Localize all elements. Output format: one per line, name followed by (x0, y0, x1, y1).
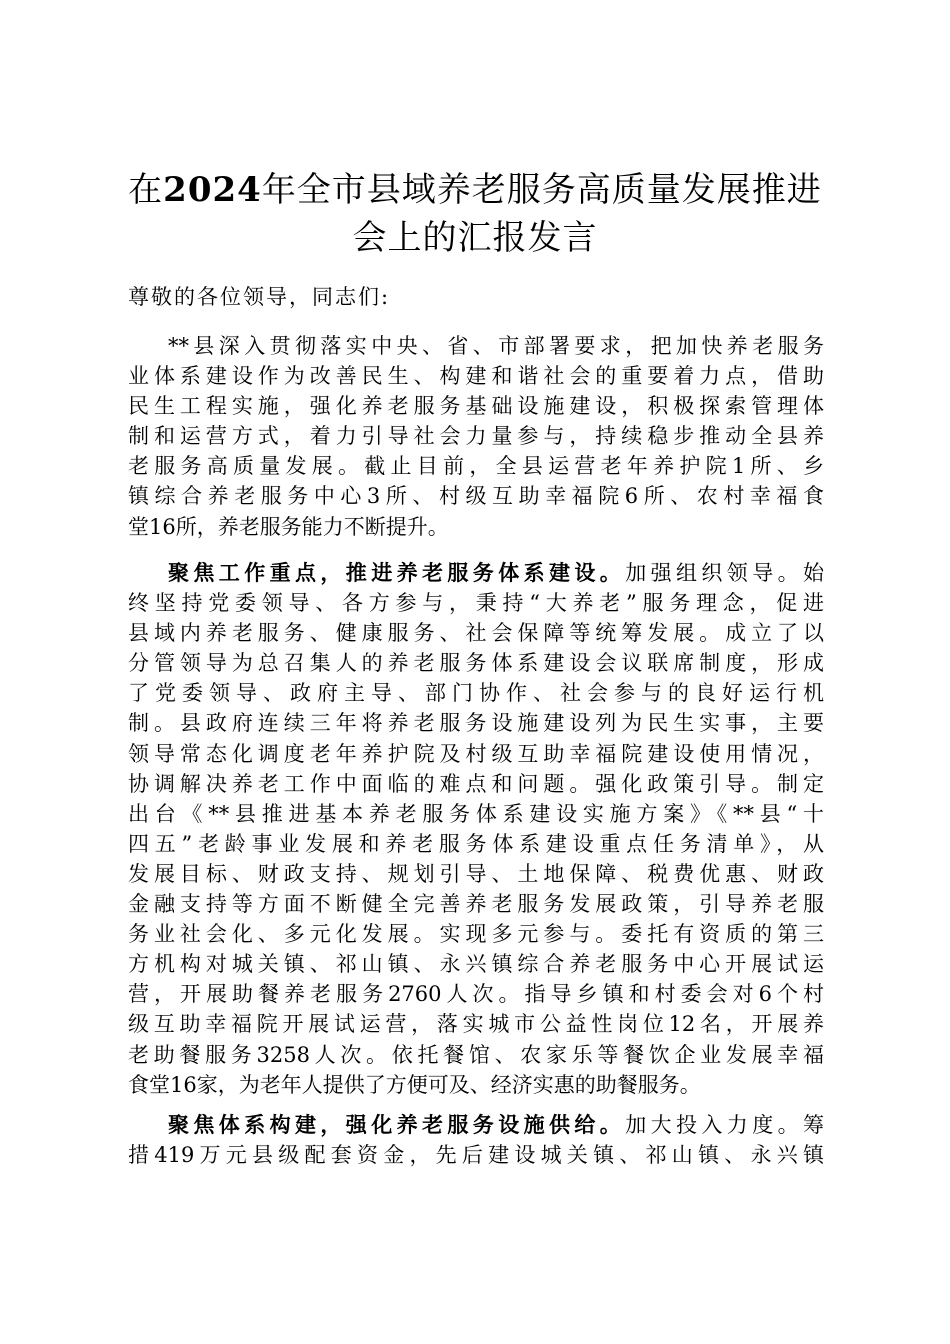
title-line-2: 会上的汇报发言 (352, 218, 598, 258)
paragraph-line: 制和运营方式，着力引导社会力量参与，持续稳步推动全县养 (128, 424, 824, 449)
paragraph-line: 终坚持党委领导、各方参与，秉持“大养老”服务理念，促进 (128, 591, 824, 616)
paragraph-line: 食堂16家，为老年人提供了方便可及、经济实惠的助餐服务。 (128, 1072, 701, 1097)
paragraph-line: 措419万元县级配套资金，先后建设城关镇、祁山镇、永兴镇 (128, 1143, 824, 1168)
paragraph-text: 加强组织领导。始 (625, 561, 825, 585)
title-prefix: 在 (128, 170, 164, 210)
paragraph-line: 民生工程实施，强化养老服务基础设施建设，积极探索管理体 (128, 394, 824, 419)
paragraph-line: 老助餐服务3258人次。依托餐馆、农家乐等餐饮企业发展幸福 (128, 1042, 824, 1067)
paragraph-line: 发展目标、财政支持、规划引导、土地保障、税费优惠、财政 (128, 861, 824, 886)
salutation: 尊敬的各位领导，同志们: (128, 285, 391, 309)
paragraph-line: 老服务高质量发展。截止目前，全县运营老年养护院1所、乡 (128, 454, 824, 479)
paragraph-line: 出台《**县推进基本养老服务体系建设实施方案》《**县“十 (128, 801, 824, 826)
document-title (110, 166, 840, 262)
paragraph-line: 协调解决养老工作中面临的难点和问题。强化政策引导。制定 (128, 771, 824, 796)
title-line-1 (110, 166, 840, 214)
section-heading: 聚焦体系构建，强化养老服务设施供给。 (168, 1112, 626, 1137)
paragraph-line (128, 1110, 824, 1140)
paragraph-line: 镇综合养老服务中心3所、村级互助幸福院6所、农村幸福食 (128, 484, 824, 509)
paragraph-line (128, 558, 824, 588)
paragraph-line: 分管领导为总召集人的养老服务体系建设会议联席制度，形成 (128, 651, 824, 676)
paragraph-line: 营，开展助餐养老服务2760人次。指导乡镇和村委会对6个村 (128, 982, 824, 1007)
paragraph-line: 四五”老龄事业发展和养老服务体系建设重点任务清单》，从 (128, 831, 824, 856)
paragraph-line: 业体系建设作为改善民生、构建和谐社会的重要着力点，借助 (128, 364, 824, 389)
paragraph-line: 方机构对城关镇、祁山镇、永兴镇综合养老服务中心开展试运 (128, 952, 824, 977)
paragraph-line: 领导常态化调度老年养护院及村级互助幸福院建设使用情况， (128, 741, 824, 766)
paragraph-line: 县域内养老服务、健康服务、社会保障等统筹发展。成立了以 (128, 621, 824, 646)
title-year: 2024 (163, 170, 262, 210)
title-rest: 年全市县域养老服务高质量发展推进 (261, 170, 822, 210)
paragraph-line: **县深入贯彻落实中央、省、市部署要求，把加快养老服务 (168, 334, 824, 358)
paragraph-text: 加大投入力度。筹 (625, 1113, 825, 1137)
intro-paragraph (128, 331, 824, 542)
paragraph-line: 务业社会化、多元化发展。实现多元参与。委托有资质的第三 (128, 922, 824, 947)
section-paragraph-system-building (128, 1110, 824, 1170)
paragraph-line: 级互助幸福院开展试运营，落实城市公益性岗位12名，开展养 (128, 1012, 824, 1037)
section-heading: 聚焦工作重点，推进养老服务体系建设。 (168, 560, 626, 585)
paragraph-line: 了党委领导、政府主导、部门协作、社会参与的良好运行机 (128, 681, 824, 706)
paragraph-line: 金融支持等方面不断健全完善养老服务发展政策，引导养老服 (128, 892, 824, 917)
paragraph-line: 制。县政府连续三年将养老服务设施建设列为民生实事，主要 (128, 711, 824, 736)
section-paragraph-work-focus (128, 558, 824, 1100)
paragraph-line: 堂16所，养老服务能力不断提升。 (128, 514, 449, 539)
